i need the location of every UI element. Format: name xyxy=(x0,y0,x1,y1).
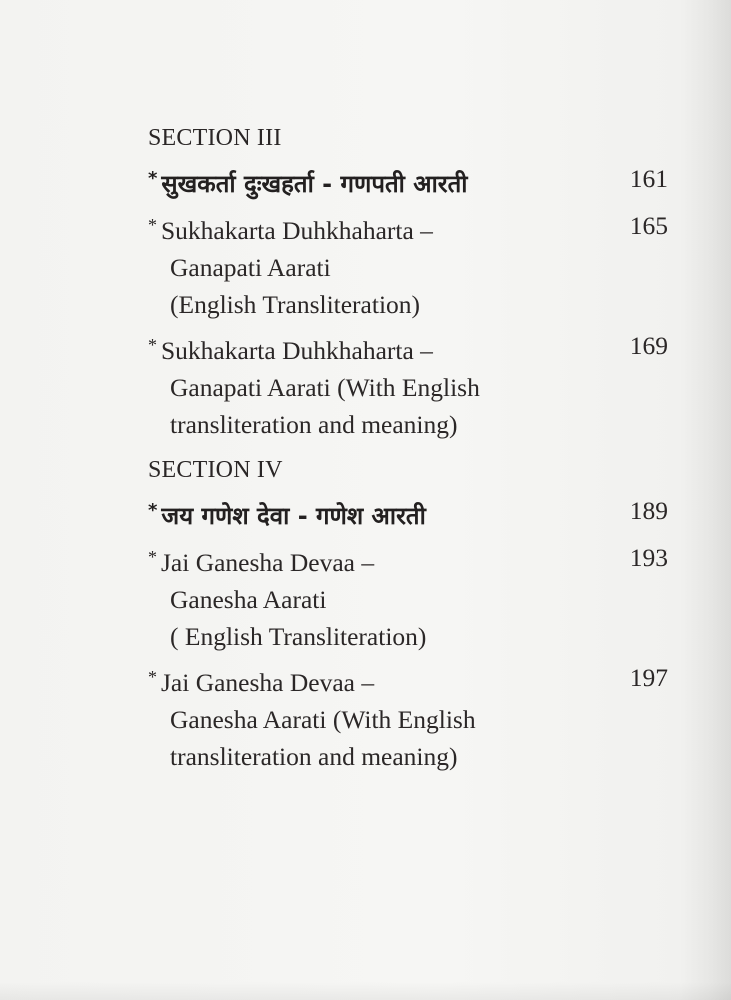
entry-title: Jai Ganesha Devaa – xyxy=(161,668,375,697)
toc-entry xyxy=(148,160,668,203)
entry-line-1 xyxy=(148,492,588,535)
bullet-asterisk: * xyxy=(148,547,157,567)
toc-entry xyxy=(148,539,668,655)
page-number: 193 xyxy=(629,543,668,572)
entry-title: Jai Ganesha Devaa – xyxy=(161,548,375,577)
bullet-asterisk: * xyxy=(148,500,158,521)
toc-entry xyxy=(148,659,668,775)
page-number: 197 xyxy=(629,663,668,692)
entry-line-1 xyxy=(148,539,588,581)
toc-entry xyxy=(148,492,668,535)
page-number: 189 xyxy=(629,496,668,525)
entry-line-2: Ganesha Aarati (With English xyxy=(170,705,476,734)
entry-line-1 xyxy=(148,659,588,701)
entry-line-1 xyxy=(148,207,588,249)
entry-line-1 xyxy=(148,327,588,369)
page-number: 169 xyxy=(629,331,668,360)
entry-title: जय गणेश देवा - गणेश आरती xyxy=(161,502,426,530)
section-heading: SECTION IV xyxy=(148,457,283,483)
toc-section-3 xyxy=(148,124,668,443)
bullet-asterisk: * xyxy=(148,667,157,687)
section-heading: SECTION III xyxy=(148,125,282,151)
entry-line-2: Ganapati Aarati xyxy=(170,253,331,282)
entry-line-3: ( English Transliteration) xyxy=(170,622,427,651)
bullet-asterisk: * xyxy=(148,168,158,189)
entry-title: Sukhakarta Duhkhaharta – xyxy=(161,216,433,245)
entry-line-3: transliteration and meaning) xyxy=(170,410,458,439)
entry-line-3: (English Transliteration) xyxy=(170,290,421,319)
toc-entry xyxy=(148,207,668,323)
toc-section-4 xyxy=(148,456,668,775)
bullet-asterisk: * xyxy=(148,215,157,235)
page-number: 165 xyxy=(629,211,668,240)
entry-title: Sukhakarta Duhkhaharta – xyxy=(161,336,433,365)
entry-line-3: transliteration and meaning) xyxy=(170,742,458,771)
entry-line-2: Ganapati Aarati (With English xyxy=(170,373,480,402)
bullet-asterisk: * xyxy=(148,335,157,355)
entry-line-1 xyxy=(148,160,588,203)
page-edge-shadow xyxy=(0,982,731,1000)
entry-title: सुखकर्ता दुःखहर्ता - गणपती आरती xyxy=(161,170,468,198)
page-number: 161 xyxy=(629,164,668,193)
entry-line-2: Ganesha Aarati xyxy=(170,585,327,614)
toc-entry xyxy=(148,327,668,443)
